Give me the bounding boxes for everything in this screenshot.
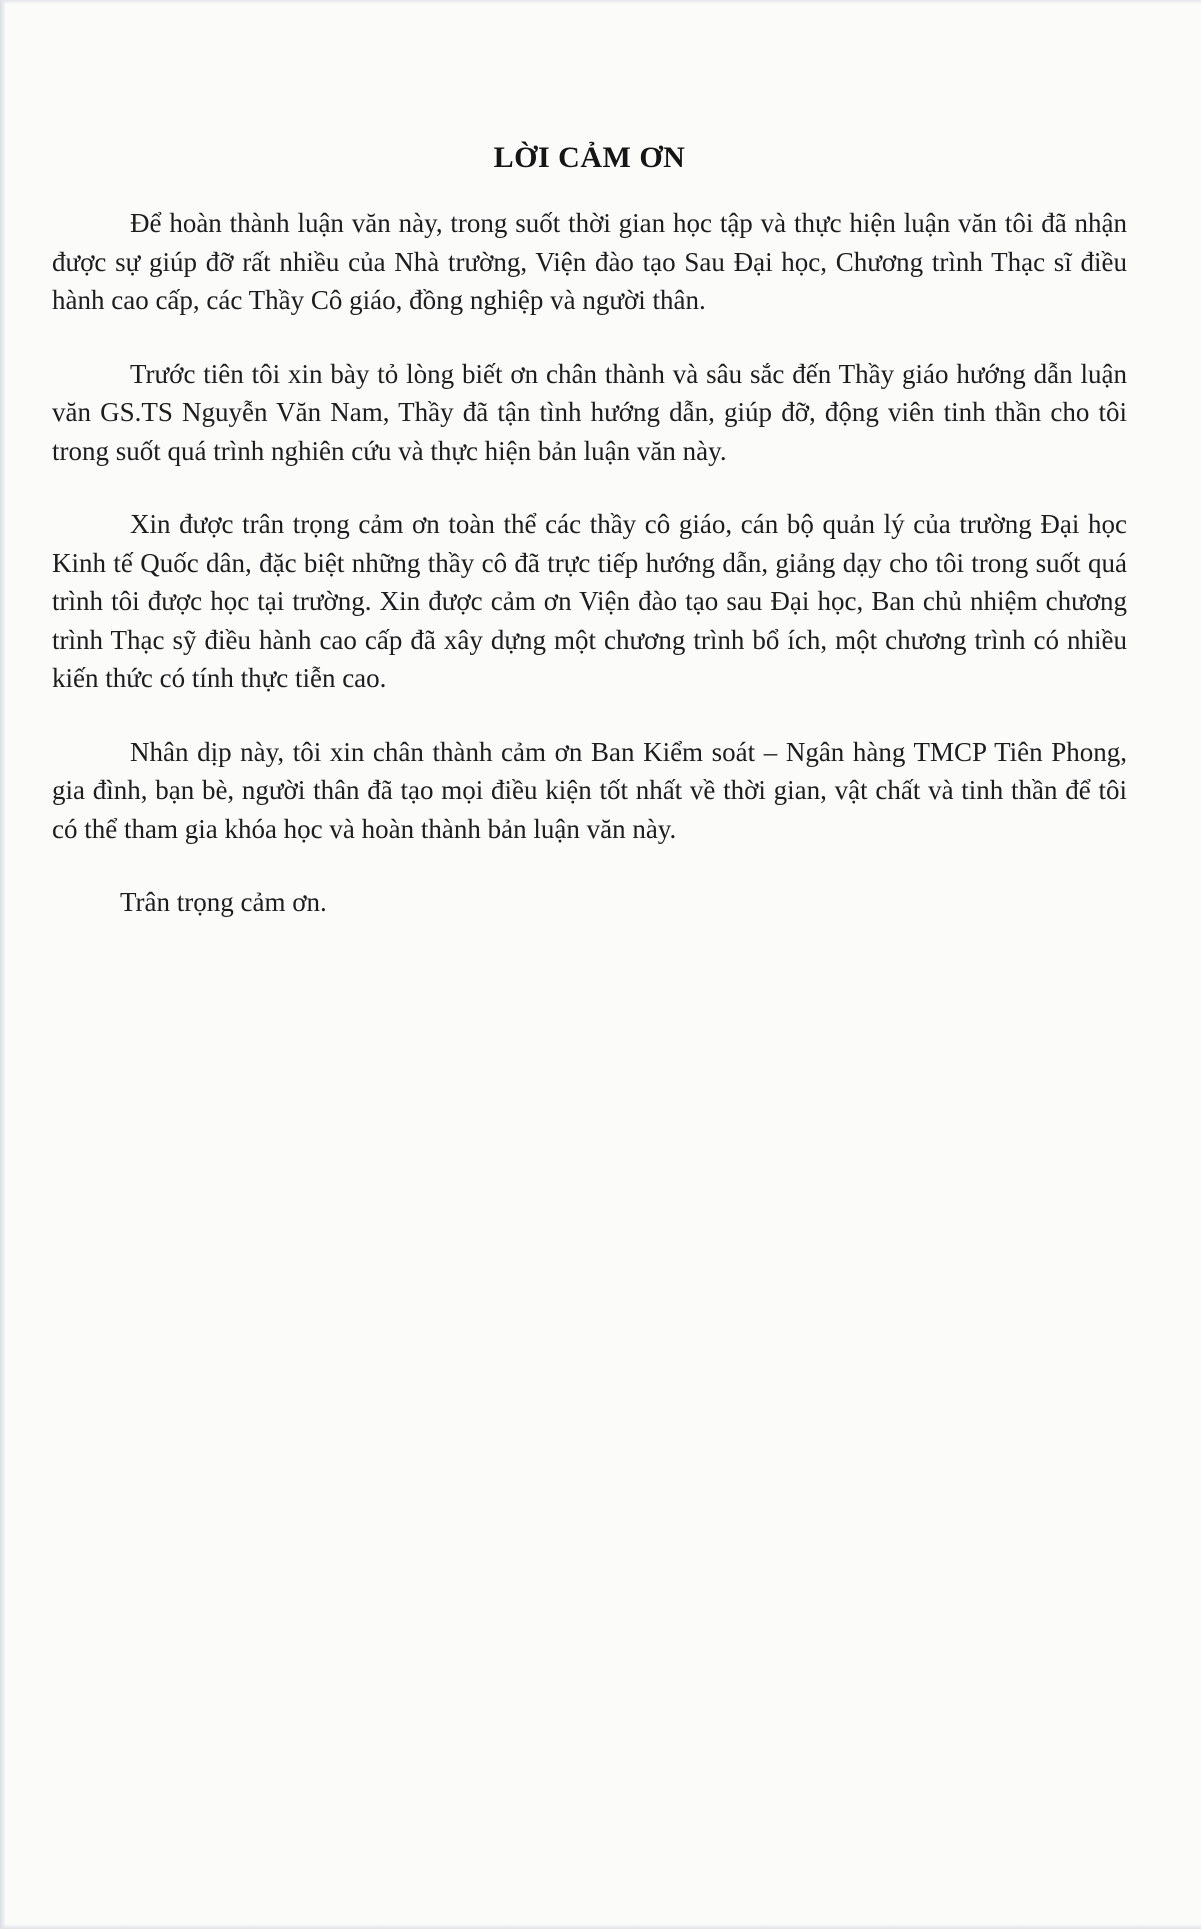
scan-edge-top [0,0,1201,4]
paragraph-advisor-thanks: Trước tiên tôi xin bày tỏ lòng biết ơn chân thành và sâu sắc đến Thầy giáo hướng dẫn luận văn GS.TS Nguyễn Văn Nam, Thầy đã tận tình hướng dẫn, giúp đỡ, động viên tinh thần cho tôi trong suốt quá trình nghiên cứu và thực hiện bản luận văn này. [52,358,1127,466]
paragraph-faculty-thanks: Xin được trân trọng cảm ơn toàn thể các thầy cô giáo, cán bộ quản lý của trường Đại học Kinh tế Quốc dân, đặc biệt những thầy cô đã trực tiếp hướng dẫn, giảng dạy cho tôi trong suốt quá trình tôi được học tại trường. Xin được cảm ơn Viện đào tạo sau Đại học, Ban chủ nhiệm chương trình Thạc sỹ điều hành cao cấp đã xây dựng một chương trình bổ ích, một chương trình có nhiều kiến thức có tính thực tiễn cao. [52,509,1127,693]
paragraph-intro: Để hoàn thành luận văn này, trong suốt thời gian học tập và thực hiện luận văn tôi đã nhận được sự giúp đỡ rất nhiều của Nhà trường, Viện đào tạo Sau Đại học, Chương trình Thạc sĩ điều hành cao cấp, các Thầy Cô giáo, đồng nghiệp và người thân. [52,208,1127,315]
scan-edge-left [0,0,6,1929]
scan-edge-bottom [0,1924,1201,1929]
document-body [52,138,1127,922]
closing-line: Trân trọng cảm ơn. [120,887,327,917]
page-title: LỜI CẢM ƠN [493,141,686,174]
paragraph-family-thanks: Nhân dịp này, tôi xin chân thành cảm ơn Ban Kiểm soát – Ngân hàng TMCP Tiên Phong, gia đình, bạn bè, người thân đã tạo mọi điều kiện tốt nhất về thời gian, vật chất và tinh thần để tôi có thể tham gia khóa học và hoàn thành bản luận văn này. [52,736,1127,844]
